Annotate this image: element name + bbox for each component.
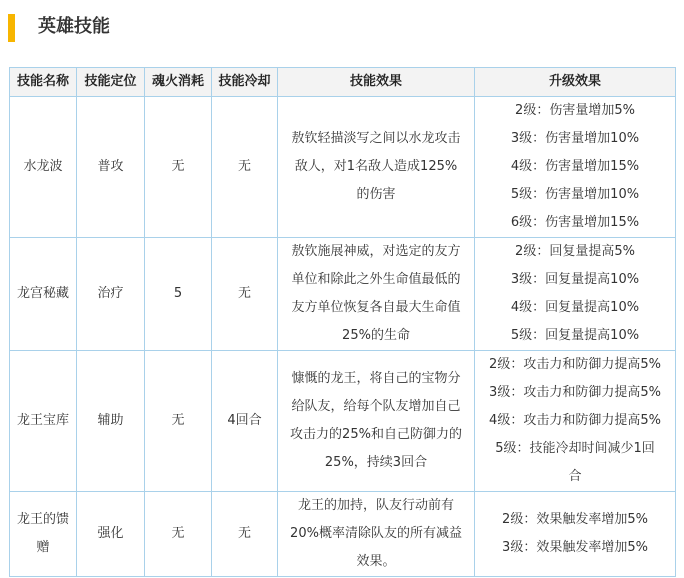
skill-name-cell: 龙王宝库 (10, 351, 77, 492)
skill-cost-cell: 无 (145, 492, 212, 577)
skill-effect-cell: 慷慨的龙王，将自己的宝物分 给队友，给每个队友增加自己 攻击力的25%和自己防御力的 25%，持续3回合 (278, 351, 475, 492)
table-row (10, 492, 676, 577)
skill-cooldown-cell: 4回合 (212, 351, 278, 492)
skill-cooldown-cell: 无 (212, 97, 278, 238)
skill-role-cell: 普攻 (77, 97, 145, 238)
skill-upgrade-cell: 2级：伤害量增加5% 3级：伤害量增加10% 4级：伤害量增加15% 5级：伤害量增加10% 6级：伤害量增加15% (475, 97, 676, 238)
skill-cost-cell: 5 (145, 238, 212, 351)
skill-upgrade-cell: 2级：效果触发率增加5% 3级：效果触发率增加5% (475, 492, 676, 577)
header-skill-role: 技能定位 (77, 68, 145, 97)
header-soulfire-cost: 魂火消耗 (145, 68, 212, 97)
skill-effect-cell: 敖钦轻描淡写之间以水龙攻击 敌人，对1名敌人造成125% 的伤害 (278, 97, 475, 238)
skill-role-cell: 治疗 (77, 238, 145, 351)
table-row (10, 351, 676, 492)
skill-cooldown-cell: 无 (212, 492, 278, 577)
skill-upgrade-cell: 2级：回复量提高5% 3级：回复量提高10% 4级：回复量提高10% 5级：回复量提高10% (475, 238, 676, 351)
skill-name-cell: 龙王的馈 赠 (10, 492, 77, 577)
heading-accent-bar (8, 14, 15, 42)
table-row (10, 97, 676, 238)
table-header-row (10, 68, 676, 97)
header-skill-effect: 技能效果 (278, 68, 475, 97)
header-upgrade-effect: 升级效果 (475, 68, 676, 97)
skill-upgrade-cell: 2级：攻击力和防御力提高5% 3级：攻击力和防御力提高5% 4级：攻击力和防御力提高5% 5级：技能冷却时间减少1回 合 (475, 351, 676, 492)
header-cooldown: 技能冷却 (212, 68, 278, 97)
skill-effect-cell: 龙王的加持，队友行动前有 20%概率清除队友的所有减益 效果。 (278, 492, 475, 577)
skill-role-cell: 强化 (77, 492, 145, 577)
header-skill-name: 技能名称 (10, 68, 77, 97)
section-heading (0, 12, 684, 44)
skill-role-cell: 辅助 (77, 351, 145, 492)
skill-name-cell: 水龙波 (10, 97, 77, 238)
table-row (10, 238, 676, 351)
skill-effect-cell: 敖钦施展神威，对选定的友方 单位和除此之外生命值最低的 友方单位恢复各自最大生命值 25%的生命 (278, 238, 475, 351)
section-title: 英雄技能 (38, 16, 110, 37)
skill-cost-cell: 无 (145, 97, 212, 238)
skill-name-cell: 龙宫秘藏 (10, 238, 77, 351)
skill-cooldown-cell: 无 (212, 238, 278, 351)
hero-skills-table (9, 67, 676, 577)
skill-cost-cell: 无 (145, 351, 212, 492)
